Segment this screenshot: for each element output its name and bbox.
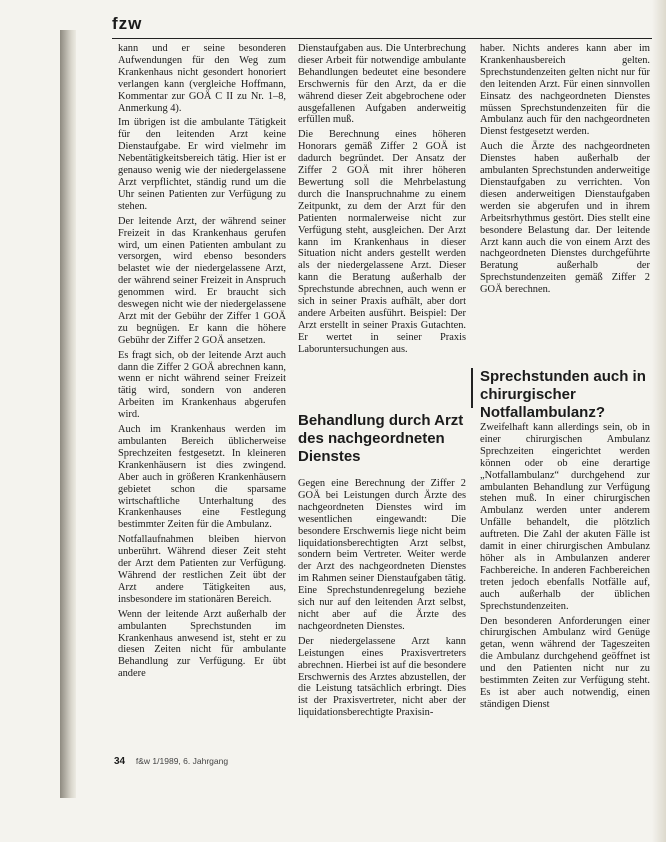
paragraph: Notfallaufnahmen bleiben hiervon unberührt. Während dieser Zeit steht der Arzt dem Patienten zur Verfügung. Während der restlichen Zeit übt der Arzt andere Tätigkeiten aus, insbesondere im stationären Bereich.	[118, 534, 286, 605]
section-heading-1: Behandlung durch Arzt des nachgeordneten Dienstes	[298, 412, 464, 465]
paragraph: Wenn der leitende Arzt außerhalb der ambulanten Sprechstunden im Krankenhaus anwesend ist, steht er zu diesen Zeiten nicht für ambulante Behandlung zur Verfügung. Er übt andere	[118, 608, 286, 680]
section-heading-2: Sprechstunden auch in chirurgischer Notfallambulanz?	[480, 368, 646, 421]
text-column-1	[118, 43, 286, 683]
page-footer	[114, 756, 228, 767]
paragraph: kann und er seine besonderen Aufwendungen für den Weg zum Krankenhaus nicht gesondert honoriert verlangen kann (vergleiche Hoffmann, Kommentar zur GOÄ C II zu Nr. 1–8, Anmerkung 4).	[118, 43, 286, 114]
text-column-2-bottom	[298, 478, 466, 722]
text-column-2-top	[298, 43, 466, 359]
paragraph: Dienstaufgaben aus. Die Unterbrechung dieser Arbeit für notwendige ambulante Behandlungen bedeutet eine besondere Erschwernis für den Arzt, da er die während dieser Zeit abgebrochene oder ausgefallenen Aufgaben anderweitig erfüllen muß.	[298, 43, 466, 126]
page-number: 34	[114, 756, 126, 767]
text-column-3-top	[480, 43, 650, 299]
paragraph: Auch im Krankenhaus werden im ambulanten Bereich üblicherweise Sprechzeiten festgesetzt. In kleineren Krankenhäusern ist dies zwingend. Aber auch in größeren Krankenhäusern gebietet schon die sparsame wirtschaftliche Unterhaltung des Krankenhauses eine Festlegung bestimmter Zeiten für die Ambulanz.	[118, 424, 286, 531]
paragraph: Zweifelhaft kann allerdings sein, ob in einer chirurgischen Ambulanz Sprechzeiten eingerichtet werden können oder ob eine derartige „Notfallambulanz“ durchgehend zur ambulanten Behandlung zur Verfügung stehen muß. In einer chirurgischen Ambulanz werden unter anderem Unfälle behandelt, die plötzlich auftreten. Die Zahl der akuten Fälle ist damit in einer chirurgischen Ambulanz höher als in Ambulanzen anderer Fachbereiche. In anderen Fachbereichen treten jedoch ebenfalls Notfälle auf, auch außerhalb der üblichen Sprechstundenzeiten.	[480, 422, 650, 612]
heading-bar-mark	[471, 368, 473, 408]
paragraph: Die Berechnung eines höheren Honorars gemäß Ziffer 2 GOÄ ist dadurch begründet. Der Ansatz der Ziffer 2 GOÄ mit ihrer höheren Bewertung soll die Mehrbelastung durch die Inanspruchnahme zu einem Zeitpunkt, zu dem der Arzt für den Patienten normalerweise nicht zur Verfügung steht, ausgleichen. Der Arzt kann im Krankenhaus in dieser Situation nicht anders gestellt werden als der niedergelassene Arzt. Dieser kann die Beratung außerhalb der Sprechstunde abrechnen, auch wenn er sich in seiner Praxis aufhält, aber dort andere Arbeiten ausführt. Beispiel: Der Arzt erstellt in seiner Praxis Gutachten. Er wertet in seiner Praxis Laboruntersuchungen aus.	[298, 129, 466, 355]
paragraph: haber. Nichts anderes kann aber im Krankenhausbereich gelten. Sprechstundenzeiten gelten nicht nur für den leitenden Arzt. Für einen sinnvollen Einsatz des nachgeordneten Dienstes müssen Sprechstundenzeiten für die Ambulanz auch für den nachgeordneten Dienst festgesetzt werden.	[480, 43, 650, 138]
paragraph: Es fragt sich, ob der leitende Arzt auch dann die Ziffer 2 GOÄ abrechnen kann, wenn er nicht während seiner Freizeit tätig wird, sondern von anderen Arbeiten im Krankenhaus abgerufen wird.	[118, 349, 286, 421]
paragraph: Gegen eine Berechnung der Ziffer 2 GOÄ bei Leistungen durch Ärzte des nachgeordneten Dienstes wird im wesentlichen eingewandt: Die besondere Erschwernis liege nicht beim liquidationsberechtigten Arzt selbst, sondern beim Vertreter. Weiter werde der Arzt des nachgeordneten Dienstes im Rahmen seiner Dienstaufgaben tätig. Eine Sprechstundenregelung beziehe sich nur auf den leitenden Arzt selbst, nicht aber auf die Ärzte des nachgeordneten Dienstes.	[298, 478, 466, 632]
footer-source: f&w 1/1989, 6. Jahrgang	[135, 756, 229, 766]
paragraph: Auch die Ärzte des nachgeordneten Dienstes haben außerhalb der ambulanten Sprechstunden anderweitige Dienstaufgaben zu verrichten. Von diesen anderweitigen Dienstaufgaben werden sie abgerufen und in ihrem Arbeitsrhythmus gestört. Dies stellt eine besondere Belastung dar. Der leitende Arzt kann auch die von einem Arzt des nachgeordneten Dienstes durchgeführte Beratung außerhalb der Sprechstundenzeiten gemäß Ziffer 2 GOÄ berechnen.	[480, 141, 650, 296]
paragraph: Der leitende Arzt, der während seiner Freizeit in das Krankenhaus gerufen wird, um einen Patienten ambulant zu versorgen, wird ebenso besonders belastet wie der niedergelassene Arzt, der während seiner Freizeit in Anspruch genommen wird. Er braucht sich deswegen nicht wie der niedergelassene Arzt mit der Gebühr der Ziffer 1 GOÄ zu begnügen. Er kann die höhere Gebühr der Ziffer 2 GOÄ ansetzen.	[118, 215, 286, 346]
paragraph: Den besonderen Anforderungen einer chirurgischen Ambulanz wird Genüge getan, wenn während der Tageszeiten die Ambulanz durchgehend geöffnet ist und den Patienten nicht nur zu bestimmten Zeiten zur Verfügung steht. Es ist aber auch notwendig, einen ständigen Dienst	[480, 615, 650, 710]
text-column-3-bottom	[480, 422, 650, 714]
paragraph: Der niedergelassene Arzt kann Leistungen eines Praxisvertreters abrechnen. Hierbei ist auf die besondere Erschwernis des Arztes abzustellen, der die Leistung tatsächlich erbringt. Dies ist der Praxisvertreter, nicht aber der liquidationsberechtigte Praxisin-	[298, 635, 466, 719]
page-edge-shadow	[652, 0, 666, 842]
magazine-logo: fzw	[112, 14, 143, 33]
header-rule	[112, 38, 652, 39]
page-gutter-shadow	[60, 30, 76, 798]
paragraph: Im übrigen ist die ambulante Tätigkeit für den leitenden Arzt keine Dienstaufgabe. Er wird vielmehr im Nebentätigkeitsbereich tätig. Hier ist er genauso wenig wie der niedergelassene Arzt verpflichtet, ständig rund um die Uhr seinen Patienten zur Verfügung zu stehen.	[118, 117, 286, 212]
